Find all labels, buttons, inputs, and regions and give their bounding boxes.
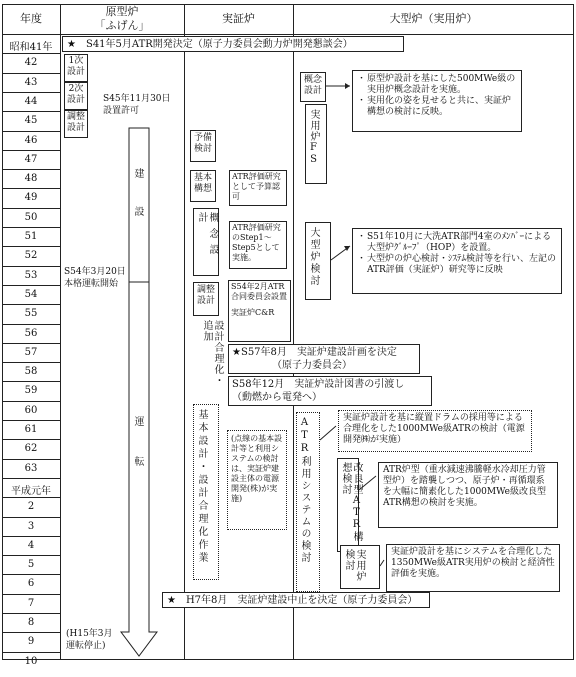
- header-proto-line1: 原型炉: [105, 5, 139, 18]
- year-label: 62: [24, 443, 38, 455]
- year-label: 46: [24, 134, 38, 146]
- year-label: 61: [24, 424, 38, 435]
- header-year: 年度: [20, 12, 42, 25]
- demo-dotted-note: (点線の基本設計等と利用システムの検討は、実証炉建設主体の電源開発(株)が実施): [227, 430, 287, 530]
- event-s58: S58年12月 実証炉設計図書の引渡し （動燃から電発へ）: [228, 376, 432, 406]
- demo-basic-concept-note: ATR評価研究として予算認可: [229, 170, 287, 206]
- large-note-improved: ATR炉型（重水減速沸騰軽水冷却圧力管型炉）を踏襲しつつ、原子炉・再循環系を大幅に簡素化した1000MWe級改良型ATR構想の検討を実施。: [378, 462, 558, 528]
- year-label: 平成元年: [11, 485, 51, 497]
- demo-basic-design-rationalization: 基本設計・設計合理化作業: [193, 404, 219, 580]
- year-label: 42: [24, 57, 38, 69]
- year-label: 7: [27, 597, 35, 609]
- large-note-1000mwe: 実証炉設計を基に縦置ドラムの採用等による合理化をした1000MWe級ATRの検討（電源開発㈱が実施）: [338, 410, 532, 452]
- large-note-hop: ・ S51年10月に大洗ATR部門4室のﾒﾝﾊﾞｰによる大型炉ｸﾞﾙｰﾌﾟ（HOP）を設置。 ・ 大型炉の炉心検討・ｼｽﾃﾑ検討等を行い、左記のATR評価（実証炉）研究等に反映: [352, 228, 562, 294]
- demo-concept-design: 概念設計: [193, 208, 219, 276]
- year-label: 8: [27, 617, 35, 628]
- year-label: 63: [24, 462, 38, 474]
- large-note-concept: ・ 原型炉設計を基にした500MWe級の実用炉概念設計を実施。 ・ 実用化の姿を見せると共に、実証炉構想の検討に反映。: [352, 70, 522, 132]
- year-label: 47: [24, 153, 38, 165]
- year-label: 50: [24, 211, 38, 223]
- large-atr-system-study: ATR利用システムの検討: [296, 412, 320, 592]
- year-label: 3: [27, 520, 35, 532]
- proto-stop-label: 運転停止): [66, 641, 106, 651]
- demo-basic-concept: 基本構想: [190, 170, 216, 202]
- proto-stop-date: (H15年3月: [66, 629, 113, 639]
- year-label: 2: [27, 501, 35, 513]
- event-s41: ★ S41年5月ATR開発決定（原子力委員会動力炉開発懇談会）: [62, 36, 404, 52]
- proto-start-date: S54年3月20日: [64, 267, 126, 277]
- large-concept-design: 概念設計: [300, 72, 326, 102]
- year-label: 43: [24, 76, 38, 88]
- header-proto-line2: 「ふげん」: [94, 19, 150, 32]
- year-label: 4: [27, 539, 35, 551]
- demo-adjust-design: 調整設計: [193, 282, 219, 316]
- year-label: 51: [24, 231, 38, 242]
- year-label: 5: [27, 559, 35, 571]
- proto-start-label: 本格運転開始: [64, 279, 119, 289]
- event-s57: ★S57年8月 実証炉建設計画を決定 （原子力委員会）: [228, 344, 420, 374]
- year-label: 59: [24, 385, 38, 397]
- proto-box-adjust-design: 調整設計: [64, 110, 88, 138]
- year-label: 53: [24, 269, 38, 281]
- year-label: 58: [24, 366, 38, 378]
- year-label: 45: [24, 115, 38, 127]
- year-label: 48: [24, 173, 38, 185]
- year-label: 57: [24, 346, 38, 358]
- year-label: 10: [24, 655, 38, 667]
- demo-design-rationalization: 設計合理化・追加: [201, 320, 223, 386]
- proto-box-second-design: 2次設計: [64, 82, 88, 110]
- year-label: 52: [24, 250, 38, 262]
- year-label: 44: [24, 95, 38, 107]
- header-large: 大型炉（実用炉）: [389, 12, 478, 25]
- proto-box-first-design: 1次設計: [64, 54, 88, 82]
- large-note-1350mwe: 実証炉設計を基にシステムを合理化した1350MWe級ATR実用炉の検討と経済性評価を実施。: [386, 544, 560, 592]
- year-label: 54: [24, 288, 38, 300]
- proto-permit-label: 設置許可: [103, 106, 140, 116]
- year-label: 6: [27, 578, 35, 590]
- year-label: 49: [24, 192, 38, 204]
- large-practical-fs: 実用炉FS: [305, 104, 327, 184]
- large-reactor-study: 大型炉検討: [305, 222, 331, 300]
- year-label: 昭和41年: [9, 42, 53, 53]
- demo-prelim-study: 予備検討: [190, 130, 216, 162]
- year-label: 9: [27, 636, 35, 648]
- large-practical-study: 実用炉検討: [340, 545, 380, 589]
- year-label: 56: [24, 327, 38, 339]
- demo-concept-design-note: ATR評価研究のStep1～Step5として実施。: [229, 221, 287, 269]
- year-label: 55: [24, 308, 38, 320]
- header-demo: 実証炉: [222, 12, 255, 25]
- proto-operation-label: 運転: [132, 416, 143, 496]
- proto-construction-label: 建設: [132, 168, 143, 244]
- event-h7: ★ H7年8月 実証炉建設中止を決定（原子力委員会）: [162, 592, 430, 608]
- proto-permit-date: S45年11月30日: [103, 94, 171, 104]
- demo-s54-committee: S54年2月ATR合同委員会設置 実証炉C&R: [228, 280, 291, 342]
- large-improved-atr: 改良型ATR構想検討: [337, 458, 359, 552]
- year-label: 60: [24, 404, 38, 416]
